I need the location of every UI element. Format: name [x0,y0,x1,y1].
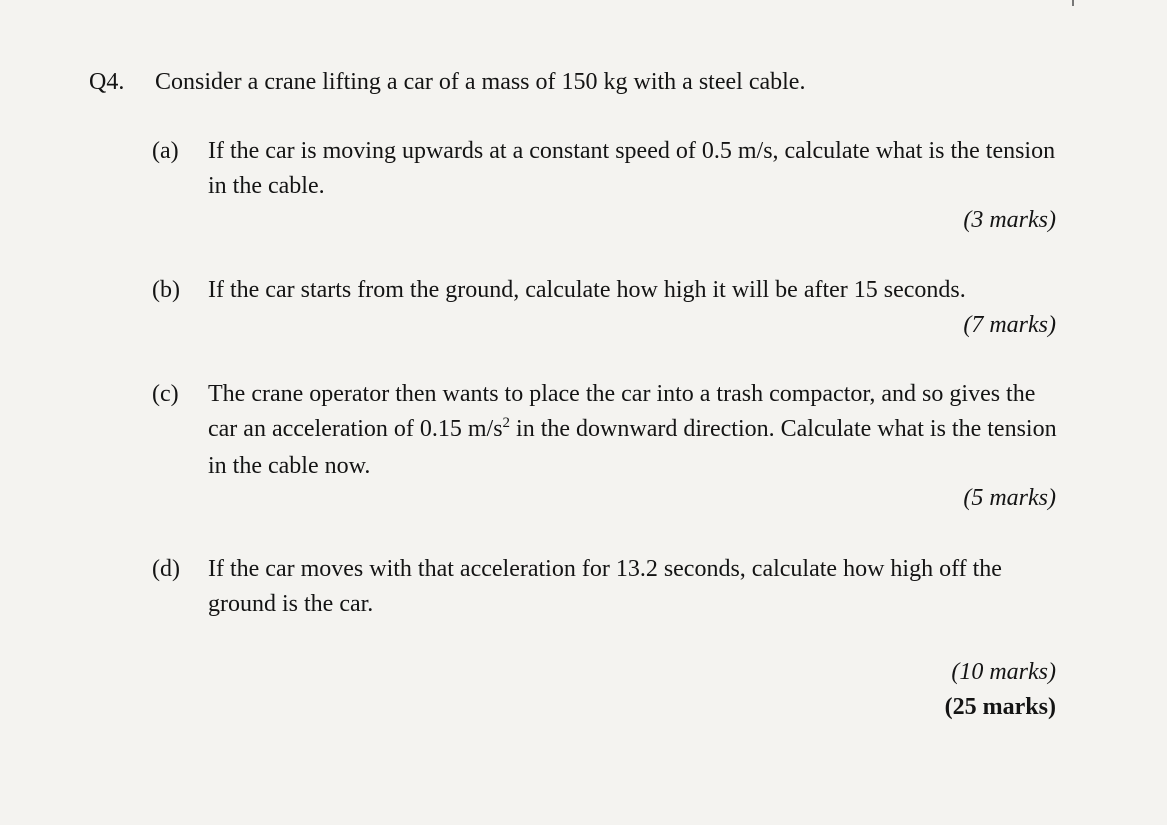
acceleration-unit-base: m/s [467,415,503,442]
part-d-text: If the car moves with that acceleration for 13.2 seconds, calculate how high off the ground is the car. [208,556,1002,617]
part-b-label: (b) [152,277,180,303]
acceleration-unit [468,416,510,442]
part-b-marks: (7 marks) [963,312,1056,338]
total-marks: (25 marks) [944,694,1056,720]
part-c-text [208,377,1068,484]
part-c-text-after: in the downward direction. Calculate what is the tension in the cable now. [208,415,1057,479]
part-c-text-before: The crane operator then wants to place the car into a trash compactor, and so gives the car an acceleration of 0.15 [208,381,1036,442]
part-a-label: (a) [152,138,179,164]
part-c-marks: (5 marks) [963,485,1056,511]
part-c-label: (c) [152,381,179,407]
acceleration-unit-exponent: 2 [502,414,511,431]
question-number: Q4. [89,69,125,95]
part-d-label: (d) [152,556,180,582]
page-edge-mark [1072,0,1074,6]
part-a-text: If the car is moving upwards at a constant speed of 0.5 m/s, calculate what is the tension in the cable. [208,138,1056,199]
question-stem: Consider a crane lifting a car of a mass of 150 kg with a steel cable. [155,69,806,95]
part-b-text: If the car starts from the ground, calculate how high it will be after 15 seconds. [208,277,966,303]
part-d-marks: (10 marks) [951,659,1056,685]
part-a-marks: (3 marks) [963,207,1056,233]
